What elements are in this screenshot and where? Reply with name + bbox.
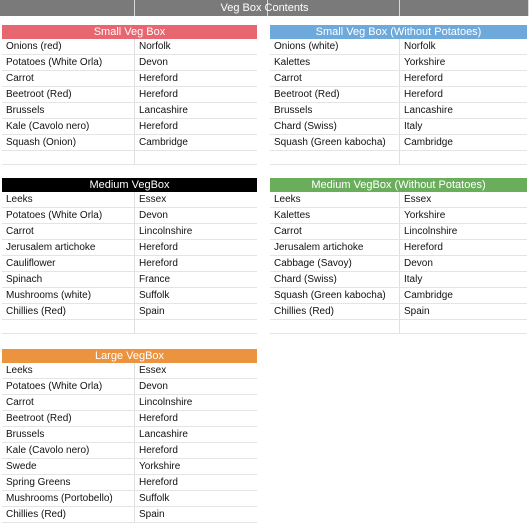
- origin-cell[interactable]: Hereford: [404, 73, 443, 84]
- medium-veg-box-no-potato-table: [270, 178, 527, 334]
- table-row: [2, 71, 257, 87]
- table-row: [2, 459, 257, 475]
- veg-cell[interactable]: Swede: [2, 459, 135, 474]
- empty-cell[interactable]: [135, 320, 257, 333]
- table-row: [2, 55, 257, 71]
- origin-cell[interactable]: Hereford: [139, 477, 178, 488]
- empty-cell[interactable]: [270, 151, 400, 164]
- empty-row: [270, 151, 527, 165]
- origin-cell[interactable]: Yorkshire: [404, 210, 446, 221]
- table-row: [2, 507, 257, 523]
- veg-cell[interactable]: Squash (Onion): [2, 135, 135, 150]
- origin-cell[interactable]: Lancashire: [139, 105, 188, 116]
- empty-cell[interactable]: [400, 320, 527, 333]
- origin-cell[interactable]: Yorkshire: [404, 57, 446, 68]
- origin-cell[interactable]: Suffolk: [139, 290, 170, 301]
- veg-cell[interactable]: Chard (Swiss): [270, 119, 400, 134]
- origin-cell[interactable]: Italy: [404, 274, 423, 285]
- table-row: [270, 304, 527, 320]
- veg-cell[interactable]: Chillies (Red): [2, 304, 135, 319]
- origin-cell[interactable]: Lancashire: [139, 429, 188, 440]
- table-row: [2, 427, 257, 443]
- table-row: [270, 71, 527, 87]
- table-row: [2, 443, 257, 459]
- table-row: [270, 256, 527, 272]
- small-veg-box-table: [2, 25, 257, 165]
- veg-cell[interactable]: Beetroot (Red): [2, 87, 135, 102]
- veg-cell[interactable]: Onions (white): [270, 39, 400, 54]
- veg-cell[interactable]: Spring Greens: [2, 475, 135, 490]
- origin-cell[interactable]: Lincolnshire: [139, 397, 193, 408]
- veg-cell[interactable]: Brussels: [2, 103, 135, 118]
- veg-cell[interactable]: Jerusalem artichoke: [2, 240, 135, 255]
- origin-cell[interactable]: Essex: [404, 194, 432, 205]
- large-veg-box-table: [2, 349, 257, 523]
- empty-cell[interactable]: [135, 151, 257, 164]
- veg-cell[interactable]: Carrot: [270, 224, 400, 239]
- origin-cell[interactable]: Hereford: [139, 258, 178, 269]
- veg-cell[interactable]: Squash (Green kabocha): [270, 288, 400, 303]
- veg-cell[interactable]: Carrot: [2, 395, 135, 410]
- table-row: [270, 103, 527, 119]
- table-row: [2, 39, 257, 55]
- box-header: Medium VegBox: [2, 178, 257, 192]
- origin-cell[interactable]: Lincolnshire: [139, 226, 193, 237]
- origin-cell[interactable]: Norfolk: [139, 41, 171, 52]
- origin-cell[interactable]: Yorkshire: [139, 461, 181, 472]
- origin-cell[interactable]: Hereford: [139, 242, 178, 253]
- box-header: Medium VegBox (Without Potatoes): [270, 178, 527, 192]
- origin-cell[interactable]: Lincolnshire: [404, 226, 458, 237]
- table-row: [270, 208, 527, 224]
- veg-cell[interactable]: Chillies (Red): [270, 304, 400, 319]
- veg-cell[interactable]: Chard (Swiss): [270, 272, 400, 287]
- origin-cell[interactable]: Essex: [139, 365, 167, 376]
- origin-cell[interactable]: Spain: [139, 509, 165, 520]
- origin-cell[interactable]: Hereford: [139, 445, 178, 456]
- title-bar: [0, 0, 529, 16]
- veg-cell[interactable]: Leeks: [2, 363, 135, 378]
- origin-cell[interactable]: Devon: [404, 258, 433, 269]
- origin-cell[interactable]: Norfolk: [404, 41, 436, 52]
- table-row: [2, 379, 257, 395]
- veg-cell[interactable]: Carrot: [2, 224, 135, 239]
- veg-cell[interactable]: Carrot: [2, 71, 135, 86]
- veg-cell[interactable]: Chillies (Red): [2, 507, 135, 522]
- origin-cell[interactable]: Hereford: [404, 242, 443, 253]
- table-row: [2, 87, 257, 103]
- table-row: [270, 87, 527, 103]
- table-row: [270, 192, 527, 208]
- veg-cell[interactable]: Brussels: [270, 103, 400, 118]
- veg-cell[interactable]: Beetroot (Red): [270, 87, 400, 102]
- table-row: [270, 135, 527, 151]
- veg-cell[interactable]: Onions (red): [2, 39, 135, 54]
- origin-cell[interactable]: Cambridge: [404, 137, 453, 148]
- box-header: Small Veg Box (Without Potatoes): [270, 25, 527, 39]
- origin-cell[interactable]: France: [139, 274, 171, 285]
- table-row: [2, 208, 257, 224]
- veg-cell[interactable]: Potatoes (White Orla): [2, 55, 135, 70]
- origin-cell[interactable]: Lancashire: [404, 105, 453, 116]
- veg-cell[interactable]: Mushrooms (Portobello): [2, 491, 135, 506]
- veg-cell[interactable]: Cabbage (Savoy): [270, 256, 400, 271]
- veg-cell[interactable]: Kale (Cavolo nero): [2, 443, 135, 458]
- table-row: [2, 224, 257, 240]
- veg-cell[interactable]: Leeks: [270, 192, 400, 207]
- origin-cell[interactable]: Cambridge: [404, 290, 453, 301]
- origin-cell[interactable]: Suffolk: [139, 493, 170, 504]
- origin-cell[interactable]: Hereford: [139, 413, 178, 424]
- veg-cell[interactable]: Potatoes (White Orla): [2, 379, 135, 394]
- veg-cell[interactable]: Potatoes (White Orla): [2, 208, 135, 223]
- veg-cell[interactable]: Kalettes: [270, 55, 400, 70]
- table-row: [2, 240, 257, 256]
- origin-cell[interactable]: Devon: [139, 57, 168, 68]
- origin-cell[interactable]: Italy: [404, 121, 423, 132]
- origin-cell[interactable]: Spain: [139, 306, 165, 317]
- table-row: [2, 304, 257, 320]
- veg-cell[interactable]: Cauliflower: [2, 256, 135, 271]
- veg-cell[interactable]: Mushrooms (white): [2, 288, 135, 303]
- table-row: [270, 224, 527, 240]
- table-row: [2, 272, 257, 288]
- origin-cell[interactable]: Essex: [139, 194, 167, 205]
- table-row: [2, 411, 257, 427]
- empty-row: [270, 320, 527, 334]
- table-row: [270, 55, 527, 71]
- veg-cell[interactable]: Carrot: [270, 71, 400, 86]
- table-row: [270, 39, 527, 55]
- empty-cell[interactable]: [2, 320, 135, 333]
- veg-cell[interactable]: Brussels: [2, 427, 135, 442]
- table-row: [270, 288, 527, 304]
- table-row: [2, 395, 257, 411]
- table-row: [2, 192, 257, 208]
- origin-cell[interactable]: Devon: [139, 210, 168, 221]
- origin-cell[interactable]: Spain: [404, 306, 430, 317]
- empty-row: [2, 320, 257, 334]
- table-row: [270, 119, 527, 135]
- table-row: [270, 240, 527, 256]
- medium-veg-box-table: [2, 178, 257, 334]
- table-row: [2, 103, 257, 119]
- table-row: [2, 475, 257, 491]
- veg-cell[interactable]: Kale (Cavolo nero): [2, 119, 135, 134]
- table-row: [270, 272, 527, 288]
- table-row: [2, 363, 257, 379]
- empty-cell[interactable]: [400, 151, 527, 164]
- origin-cell[interactable]: Hereford: [139, 73, 178, 84]
- empty-row: [2, 151, 257, 165]
- veg-cell[interactable]: Squash (Green kabocha): [270, 135, 400, 150]
- box-header: Large VegBox: [2, 349, 257, 363]
- small-veg-box-no-potato-table: [270, 25, 527, 165]
- table-row: [2, 119, 257, 135]
- veg-cell[interactable]: Spinach: [2, 272, 135, 287]
- empty-cell[interactable]: [2, 151, 135, 164]
- origin-cell[interactable]: Devon: [139, 381, 168, 392]
- origin-cell[interactable]: Cambridge: [139, 137, 188, 148]
- table-row: [2, 288, 257, 304]
- origin-cell[interactable]: Hereford: [404, 89, 443, 100]
- origin-cell[interactable]: Hereford: [139, 121, 178, 132]
- veg-cell[interactable]: Leeks: [2, 192, 135, 207]
- table-row: [2, 491, 257, 507]
- origin-cell[interactable]: Hereford: [139, 89, 178, 100]
- veg-cell[interactable]: Kalettes: [270, 208, 400, 223]
- table-row: [2, 135, 257, 151]
- table-row: [2, 256, 257, 272]
- box-header: Small Veg Box: [2, 25, 257, 39]
- veg-cell[interactable]: Jerusalem artichoke: [270, 240, 400, 255]
- veg-cell[interactable]: Beetroot (Red): [2, 411, 135, 426]
- empty-cell[interactable]: [270, 320, 400, 333]
- sheet-title: Veg Box Contents: [220, 2, 309, 14]
